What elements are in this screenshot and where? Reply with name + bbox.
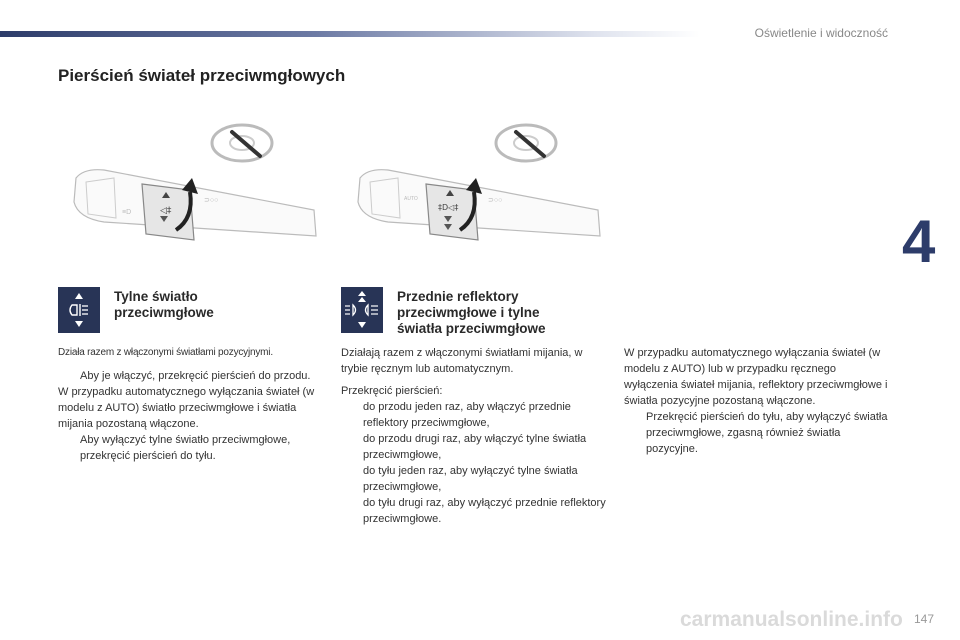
list-item: do przodu jeden raz, aby włączyć przednie reflektory przeciwmgłowe, <box>363 401 571 429</box>
page-title: Pierścień świateł przeciwmgłowych <box>58 66 346 85</box>
front-rear-fog-heading: Przednie reflektory przeciwmgłowe i tylne światła przeciwmgłowe <box>397 289 546 336</box>
rear-fog-lamp-icon <box>58 287 100 333</box>
stalk-illustration-front-rear <box>348 118 606 258</box>
watermark: carmanualsonline.info <box>680 608 903 631</box>
stalk-illustration-rear <box>64 118 322 258</box>
auto-switchoff-body <box>624 345 888 457</box>
rear-intro: Działa razem z włączonymi światłami pozycyjnymi. <box>58 347 273 358</box>
list-item: do przodu drugi raz, aby włączyć tylne światła przeciwmgłowe, <box>363 433 587 461</box>
svg-text:⊃○○: ⊃○○ <box>488 197 503 204</box>
list-item: do tyłu drugi raz, aby wyłączyć przednie reflektory przeciwmgłowe. <box>363 497 606 525</box>
chapter-number: 4 <box>902 208 936 275</box>
list-item: Przekręcić pierścień do tyłu, aby wyłączyć światła przeciwmgłowe, zgasną również światła pozycyjne. <box>646 411 888 455</box>
auto-paragraph: W przypadku automatycznego wyłączania świateł (w modelu z AUTO) lub w przypadku ręcznego wyłączenia świateł mijania, reflektory przeciwmgłowe i światła pozycyjne pozostaną włączone. <box>624 347 888 407</box>
svg-text:‡D◁‡: ‡D◁‡ <box>438 203 459 212</box>
auto-label: AUTO <box>404 196 418 202</box>
rear-fog-body <box>58 368 320 464</box>
header-bar <box>0 31 700 37</box>
svg-text:◁‡: ◁‡ <box>160 206 172 216</box>
page-number: 147 <box>913 612 934 626</box>
list-item: Aby je włączyć, przekręcić pierścień do przodu. <box>80 370 311 382</box>
svg-text:⊃○○: ⊃○○ <box>204 197 219 204</box>
front-fog-body <box>341 345 607 527</box>
front-rear-fog-lamp-icon <box>341 287 383 333</box>
list-item: do tyłu jeden raz, aby wyłączyć tylne światła przeciwmgłowe, <box>363 465 578 493</box>
list-item: Aby wyłączyć tylne światło przeciwmgłowe, przekręcić pierścień do tyłu. <box>80 434 291 462</box>
section-header: Oświetlenie i widoczność <box>754 26 888 40</box>
rear-fog-heading: Tylne światło przeciwmgłowe <box>114 289 214 320</box>
front-lead: Przekręcić pierścień: <box>341 385 443 397</box>
rear-auto-paragraph: W przypadku automatycznego wyłączania świateł (w modelu z AUTO) światło przeciwmgłowe i światła mijania pozostaną włączone. <box>58 386 315 430</box>
svg-text:≡D: ≡D <box>122 209 132 216</box>
front-intro: Działają razem z włączonymi światłami mijania, w trybie ręcznym lub automatycznym. <box>341 347 583 375</box>
